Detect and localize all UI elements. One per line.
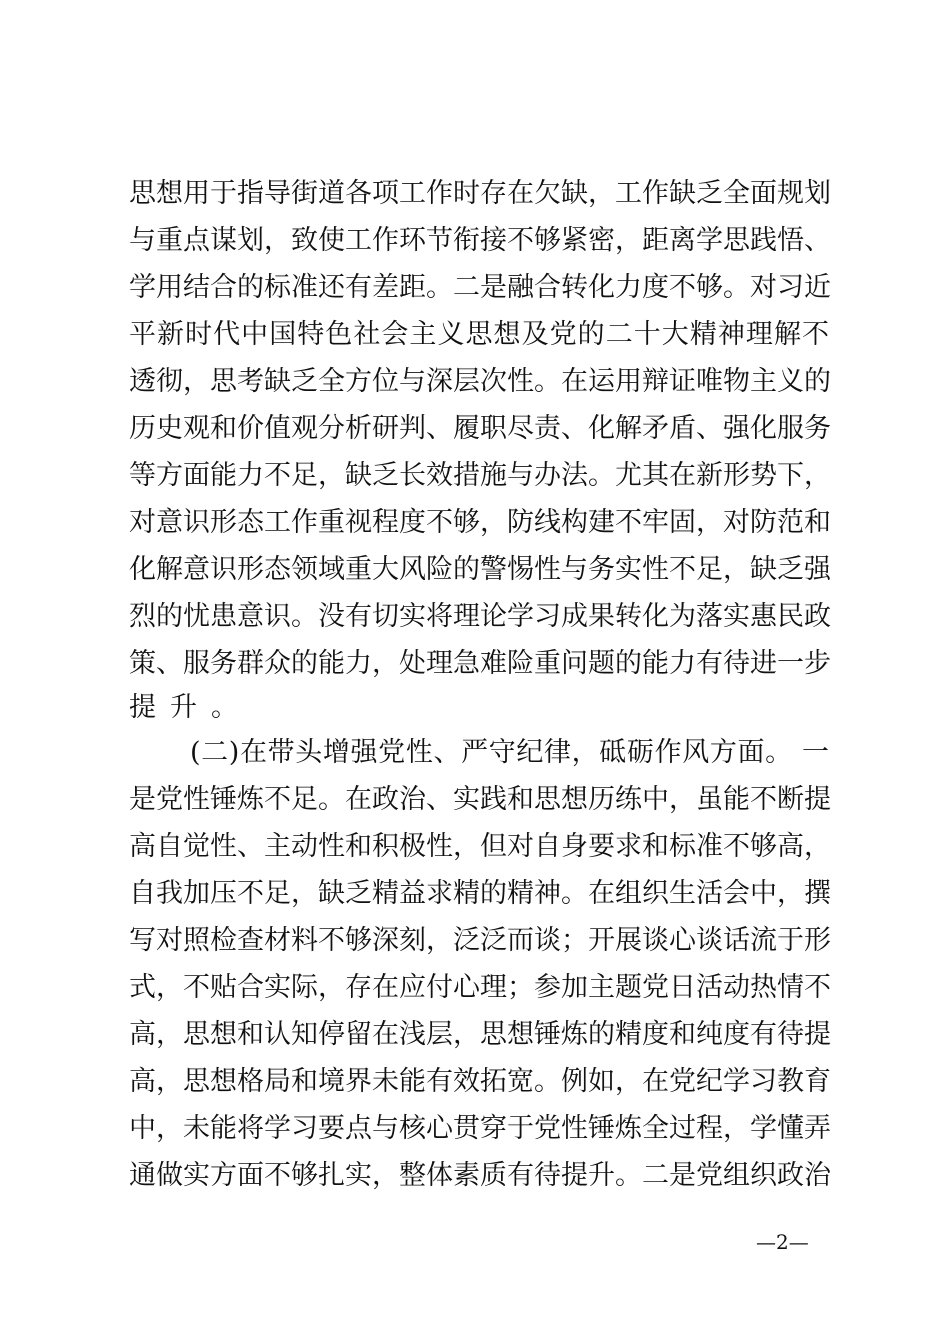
text-line: 高，思想格局和境界未能有效拓宽。例如，在党纪学习教育 <box>129 1066 831 1097</box>
text-line: 等方面能力不足，缺乏长效措施与办法。尤其在新形势下， <box>129 460 831 491</box>
text-line-paragraph-end: 提升。 <box>129 692 252 723</box>
page-number: —2— <box>756 1230 809 1254</box>
text-line: 平新时代中国特色社会主义思想及党的二十大精神理解不 <box>129 319 829 350</box>
text-line: 与重点谋划，致使工作环节衔接不够紧密，距离学思践悟、 <box>129 225 831 256</box>
text-line: 学用结合的标准还有差距。二是融合转化力度不够。对习近 <box>129 272 831 303</box>
text-line: 是党性锤炼不足。在政治、实践和思想历练中，虽能不断提 <box>129 784 831 815</box>
text-line: 烈的忧患意识。没有切实将理论学习成果转化为落实惠民政 <box>129 601 831 632</box>
text-line: 历史观和价值观分析研判、履职尽责、化解矛盾、强化服务 <box>129 413 831 444</box>
text-line: 对意识形态工作重视程度不够，防线构建不牢固，对防范和 <box>129 507 831 538</box>
text-line: 式，不贴合实际，存在应付心理；参加主题党日活动热情不 <box>129 972 831 1003</box>
text-line: 高自觉性、主动性和积极性，但对自身要求和标准不够高， <box>129 831 831 862</box>
text-line: 透彻，思考缺乏全方位与深层次性。在运用辩证唯物主义的 <box>129 366 831 397</box>
text-line: 自我加压不足，缺乏精益求精的精神。在组织生活会中，撰 <box>129 878 831 909</box>
text-line: 思想用于指导街道各项工作时存在欠缺，工作缺乏全面规划 <box>129 178 831 209</box>
text-line: 化解意识形态领域重大风险的警惕性与务实性不足，缺乏强 <box>129 554 831 585</box>
text-line: 通做实方面不够扎实，整体素质有待提升。二是党组织政治 <box>129 1160 831 1191</box>
text-line: 写对照检查材料不够深刻，泛泛而谈；开展谈心谈话流于形 <box>129 925 831 956</box>
text-line: 策、服务群众的能力，处理急难险重问题的能力有待进一步 <box>129 648 831 679</box>
text-line: 中，未能将学习要点与核心贯穿于党性锤炼全过程，学懂弄 <box>129 1113 831 1144</box>
text-line: 高，思想和认知停留在浅层，思想锤炼的精度和纯度有待提 <box>129 1019 831 1050</box>
section-heading-line: (二)在带头增强党性、严守纪律，砥砺作风方面。 一 <box>190 737 829 768</box>
